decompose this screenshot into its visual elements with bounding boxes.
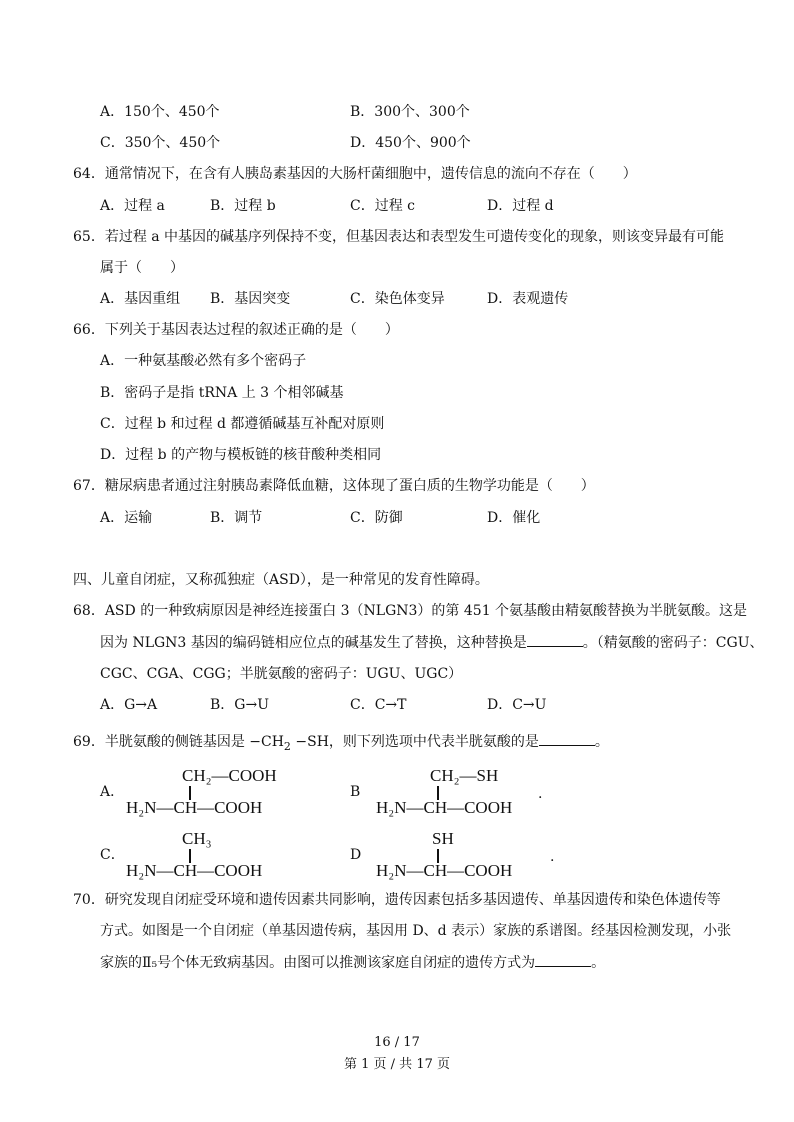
- q69-label-a: A．: [100, 784, 125, 800]
- q67-option-d: D．催化: [487, 510, 541, 526]
- page-number-cn: 第 1 页 / 共 17 页: [344, 1057, 450, 1072]
- structure-a-bottom: H₂N—CH—COOH: [126, 798, 263, 817]
- q69-answer-blank[interactable]: [539, 732, 595, 746]
- q68-option-a: A．G→A: [100, 697, 158, 713]
- q64-option-c: C．过程 c: [350, 198, 416, 214]
- q69-stem: [73, 732, 609, 756]
- q63-option-c: C．350个、450个: [100, 135, 221, 151]
- q69-label-b: B: [350, 784, 361, 800]
- q65-option-d: D．表观遗传: [487, 291, 569, 307]
- q66-option-c: C．过程 b 和过程 d 都遵循碱基互补配对原则: [100, 416, 385, 432]
- structure-b-bottom: H₂N—CH—COOH: [376, 798, 513, 817]
- q69-label-c: C．: [100, 847, 125, 863]
- q70-stem-line1: 70．研究发现自闭症受环境和遗传因素共同影响，遗传因素包括多基因遗传、单基因遗传和染色体遗传等: [73, 892, 721, 908]
- q67-stem: 67．糖尿病患者通过注射胰岛素降低血糖，这体现了蛋白质的生物学功能是（ ）: [73, 478, 595, 494]
- q70-text-a: 家族的Ⅱ₅号个体无致病基因。由图可以推测该家庭自闭症的遗传方式为: [100, 955, 536, 971]
- q68-text-a: 因为 NLGN3 基因的编码链相应位点的碱基发生了替换，这种替换是: [100, 635, 527, 651]
- q68-text-b: 。（精氨酸的密码子：CGU、: [582, 635, 764, 651]
- structure-d-dot: .: [550, 849, 555, 865]
- q64-option-b: B．过程 b: [210, 198, 276, 214]
- q70-text-b: 。: [591, 955, 606, 971]
- q64-stem: 64．通常情况下，在含有人胰岛素基因的大肠杆菌细胞中，遗传信息的流向不存在（ ）: [73, 166, 637, 182]
- structure-c-top: CH₃: [182, 829, 212, 848]
- structure-c-bottom: H₂N—CH—COOH: [126, 861, 263, 880]
- q66-stem: 66．下列关于基因表达过程的叙述正确的是（ ）: [73, 322, 399, 338]
- q70-stem-line2: 方式。如图是一个自闭症（单基因遗传病，基因用 D、d 表示）家族的系谱图。经基因检测发现，小张: [100, 923, 732, 939]
- q65-stem-line2: 属于（ ）: [100, 260, 184, 276]
- q68-option-b: B．G→U: [210, 697, 270, 713]
- q69-text-a: 69．半胱氨酸的侧链基因是 −CH: [73, 734, 284, 750]
- q67-option-a: A．运输: [100, 510, 153, 526]
- q65-stem-line1: 65．若过程 a 中基因的碱基序列保持不变，但基因表达和表型发生可遗传变化的现象，则该变异最有可能: [73, 229, 725, 245]
- q63-option-d: D．450个、900个: [350, 135, 471, 151]
- structure-b-dot: .: [538, 786, 543, 802]
- q65-option-c: C．染色体变异: [350, 291, 445, 307]
- q64-option-d: D．过程 d: [487, 198, 554, 214]
- q68-option-d: D．C→U: [487, 697, 547, 713]
- structure-d-top: SH: [432, 829, 454, 848]
- q69-subscript: 2: [283, 739, 291, 753]
- structure-d-bottom: H₂N—CH—COOH: [376, 861, 513, 880]
- q69-label-d: D: [350, 847, 362, 863]
- q66-option-d: D．过程 b 的产物与模板链的核苷酸种类相同: [100, 447, 382, 463]
- q63-option-a: A．150个、450个: [100, 104, 220, 120]
- q68-answer-blank[interactable]: [527, 633, 583, 647]
- structure-b-top: CH₂—SH: [430, 766, 499, 785]
- page-number: 16 / 17: [374, 1035, 420, 1050]
- section-4-heading: 四、儿童自闭症，又称孤独症（ASD），是一种常见的发育性障碍。: [73, 572, 489, 588]
- q68-stem-line1: 68．ASD 的一种致病原因是神经连接蛋白 3（NLGN3）的第 451 个氨基酸由精氨酸替换为半胱氨酸。这是: [73, 603, 748, 619]
- q66-option-b: B．密码子是指 tRNA 上 3 个相邻碱基: [100, 385, 344, 401]
- q66-option-a: A．一种氨基酸必然有多个密码子: [100, 353, 307, 369]
- q64-option-a: A．过程 a: [100, 198, 165, 214]
- q68-stem-line2: [100, 633, 764, 652]
- q70-answer-blank[interactable]: [535, 953, 591, 967]
- q68-option-c: C．C→T: [350, 697, 407, 713]
- q68-stem-line3: CGC、CGA、CGG；半胱氨酸的密码子：UGU、UGC）: [100, 666, 463, 682]
- q67-option-b: B．调节: [210, 510, 263, 526]
- q65-option-b: B．基因突变: [210, 291, 291, 307]
- q69-text-c: 。: [594, 734, 609, 750]
- q67-option-c: C．防御: [350, 510, 403, 526]
- q69-text-b: −SH，则下列选项中代表半胱氨酸的是: [290, 734, 539, 750]
- q70-stem-line3: [100, 953, 605, 972]
- q63-option-b: B．300个、300个: [350, 104, 470, 120]
- q65-option-a: A．基因重组: [100, 291, 181, 307]
- structure-a-top: CH₂—COOH: [182, 766, 277, 785]
